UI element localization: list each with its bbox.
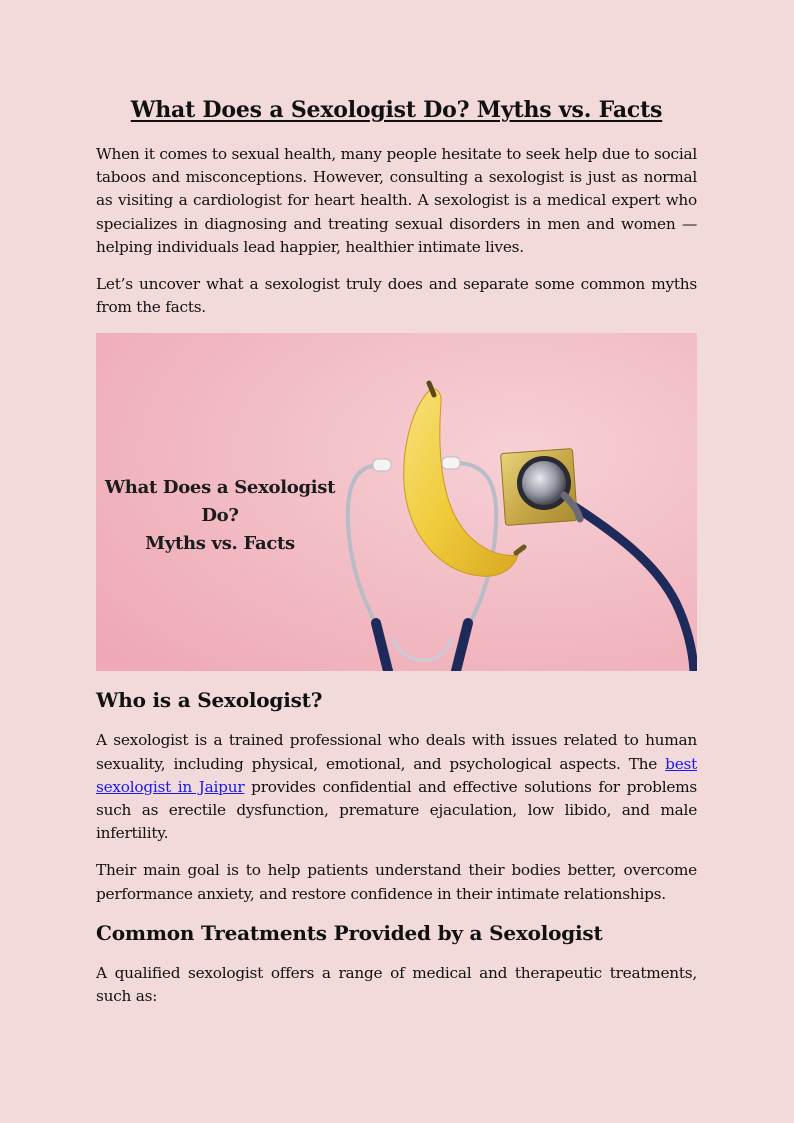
hero-caption	[104, 474, 336, 558]
hero-image	[96, 333, 697, 671]
document-page	[96, 96, 697, 1022]
section2-paragraph-1: A qualified sexologist offers a range of medical and therapeutic treatments, such as:	[96, 963, 697, 1006]
intro-paragraph-1: When it comes to sexual health, many people hesitate to seek help due to social taboos and misconceptions. However, consulting a sexologist is just as normal as visiting a cardiologist for heart health. A sexologist is a medical expert who specializes in diagnosing and treating sexual disorders in men and women — helping individuals lead happier, healthier intimate lives.	[96, 145, 697, 256]
section1-paragraph-1	[96, 729, 697, 845]
section-heading-who: Who is a Sexologist?	[96, 688, 323, 713]
best-sexologist-link[interactable]: best sexologist in Jaipur	[96, 754, 697, 796]
hero-caption-line-2: Myths vs. Facts	[145, 533, 295, 555]
section1-text-before-link: A sexologist is a trained professional who deals with issues related to human sexuality, including physical, emotional, and psychological aspects. The	[96, 731, 697, 773]
section1-text-after-link: provides confidential and effective solutions for problems such as erectile dysfunction, premature ejaculation, low libido, and male infertility.	[96, 777, 697, 843]
intro-paragraph-2: Let’s uncover what a sexologist truly does and separate some common myths from the facts.	[96, 275, 697, 317]
page-title: What Does a Sexologist Do? Myths vs. Facts	[130, 97, 663, 123]
section1-paragraph-2: Their main goal is to help patients understand their bodies better, overcome performance anxiety, and restore confidence in their intimate relationships.	[96, 861, 697, 903]
hero-caption-line-1: What Does a Sexologist Do?	[104, 477, 336, 527]
section-heading-treatments: Common Treatments Provided by a Sexologist	[96, 920, 603, 945]
